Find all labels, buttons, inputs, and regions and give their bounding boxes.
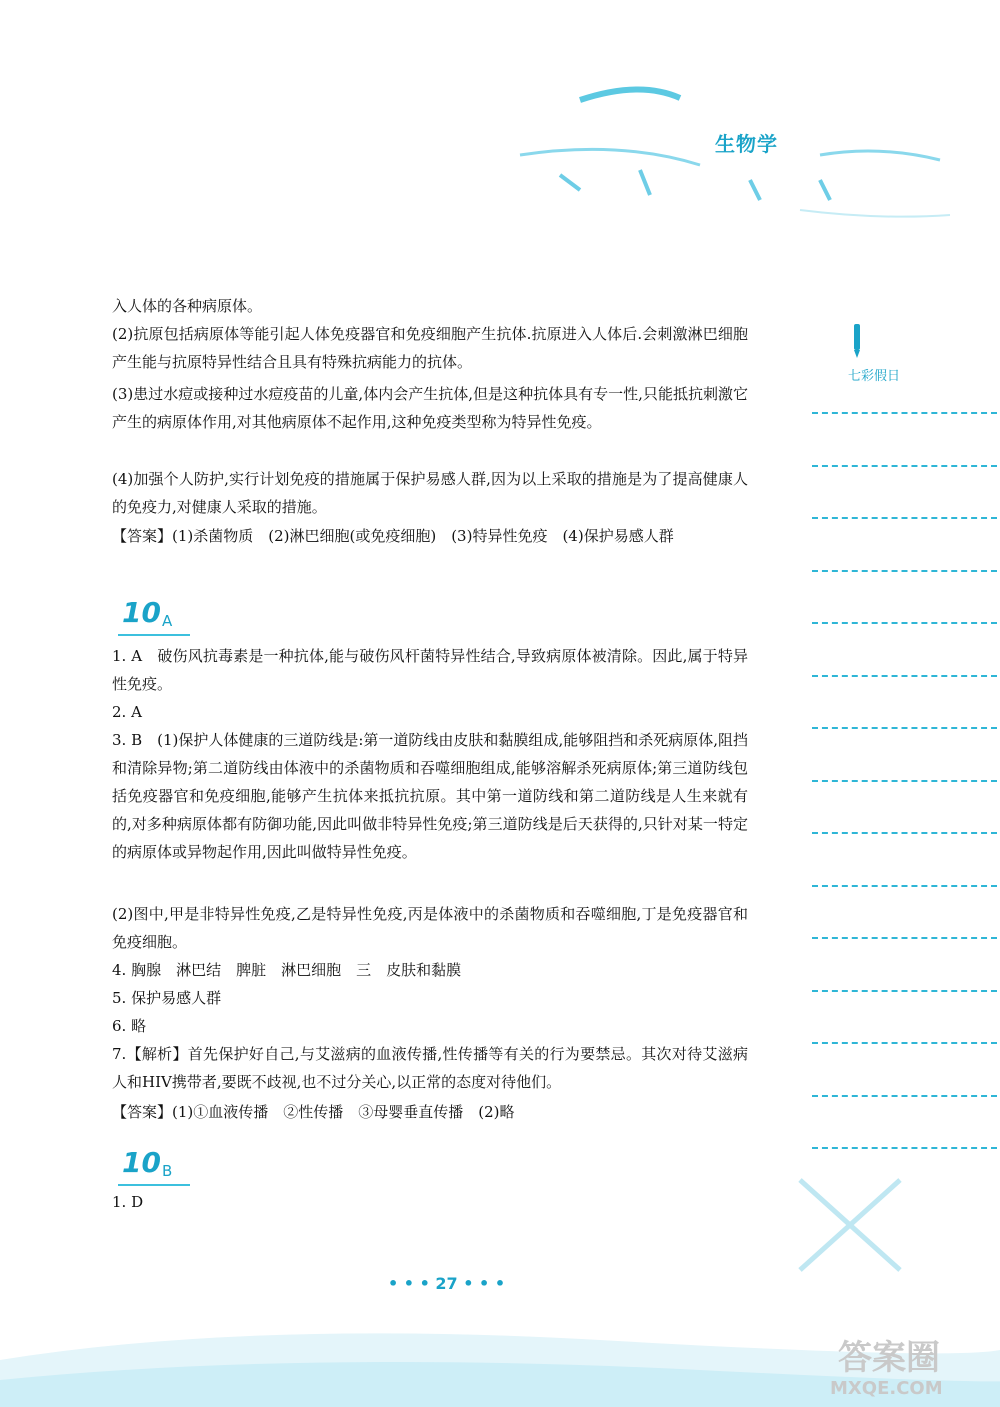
question-6: 6. 略	[112, 1017, 147, 1035]
subject-title: 生物学	[715, 132, 778, 156]
question-4: 4. 胸腺 淋巴结 脾脏 淋巴细胞 三 皮肤和黏膜	[112, 961, 462, 979]
question-3-part-2: (2)图中,甲是非特异性免疫,乙是特异性免疫,丙是体液中的杀菌物质和吞噬细胞,丁是免疫器官和免疫细胞。	[112, 905, 748, 951]
cross-decoration	[790, 1170, 910, 1280]
section-b-question-1: 1. D	[112, 1193, 144, 1211]
paragraph-chickenpox: (3)患过水痘或接种过水痘疫苗的儿童,体内会产生抗体,但是这种抗体具有专一性,只能抵抗刺激它产生的病原体作用,对其他病原体不起作用,这种免疫类型称为特异性免疫。	[112, 385, 748, 431]
pen-icon	[848, 322, 868, 362]
paragraph-antigen: (2)抗原包括病原体等能引起人体免疫器官和免疫细胞产生抗体.抗原进入人体后.会刺激淋巴细胞产生能与抗原特异性结合且具有特殊抗病能力的抗体。	[112, 325, 748, 371]
paragraph-intro: 入人体的各种病原体。	[112, 297, 263, 315]
section-number: 10	[122, 596, 161, 629]
question-3: 3. B (1)保护人体健康的三道防线是:第一道防线由皮肤和黏膜组成,能够阻挡和杀死病原体,阻挡和清除异物;第二道防线由体液中的杀菌物质和吞噬细胞组成,能够溶解杀死病原体;第三道防线包括免疫器官和免疫细胞,能够产生抗体来抵抗抗原。其中第一道防线和第二道防线是人生来就有的,对多种病原体都有防御功能,因此叫做非特异性免疫;第三道防线是后天获得的,只针对某一特定的病原体或异物起作用,因此叫做特异性免疫。	[112, 731, 748, 861]
watermark-logo: 答案圈	[838, 1338, 940, 1378]
paragraph-protection: (4)加强个人防护,实行计划免疫的措施属于保护易感人群,因为以上采取的措施是为了提高健康人的免疫力,对健康人采取的措施。	[112, 470, 748, 516]
question-5: 5. 保护易感人群	[112, 989, 222, 1007]
watermark-url: MXQE.COM	[830, 1378, 943, 1399]
question-7: 7.【解析】首先保护好自己,与艾滋病的血液传播,性传播等有关的行为要禁忌。其次对待艾滋病人和HIV携带者,要既不歧视,也不过分关心,以正常的态度对待他们。	[112, 1045, 748, 1091]
question-7-answer: 【答案】(1)①血液传播 ②性传播 ③母婴垂直传播 (2)略	[112, 1103, 515, 1121]
page-number: • • • 27 • • •	[388, 1274, 506, 1293]
section-badge-10b	[118, 1146, 190, 1186]
question-2: 2. A	[112, 703, 142, 721]
answer-block: 【答案】(1)杀菌物质 (2)淋巴细胞(或免疫细胞) (3)特异性免疫 (4)保护易感人群	[112, 527, 674, 545]
question-1: 1. A 破伤风抗毒素是一种抗体,能与破伤风杆菌特异性结合,导致病原体被清除。因此,属于特异性免疫。	[112, 647, 748, 693]
section-badge-10a	[118, 596, 190, 636]
section-letter: B	[162, 1162, 173, 1180]
section-number: 10	[122, 1146, 161, 1179]
section-letter: A	[162, 612, 173, 630]
side-label: 七彩假日	[848, 369, 901, 384]
